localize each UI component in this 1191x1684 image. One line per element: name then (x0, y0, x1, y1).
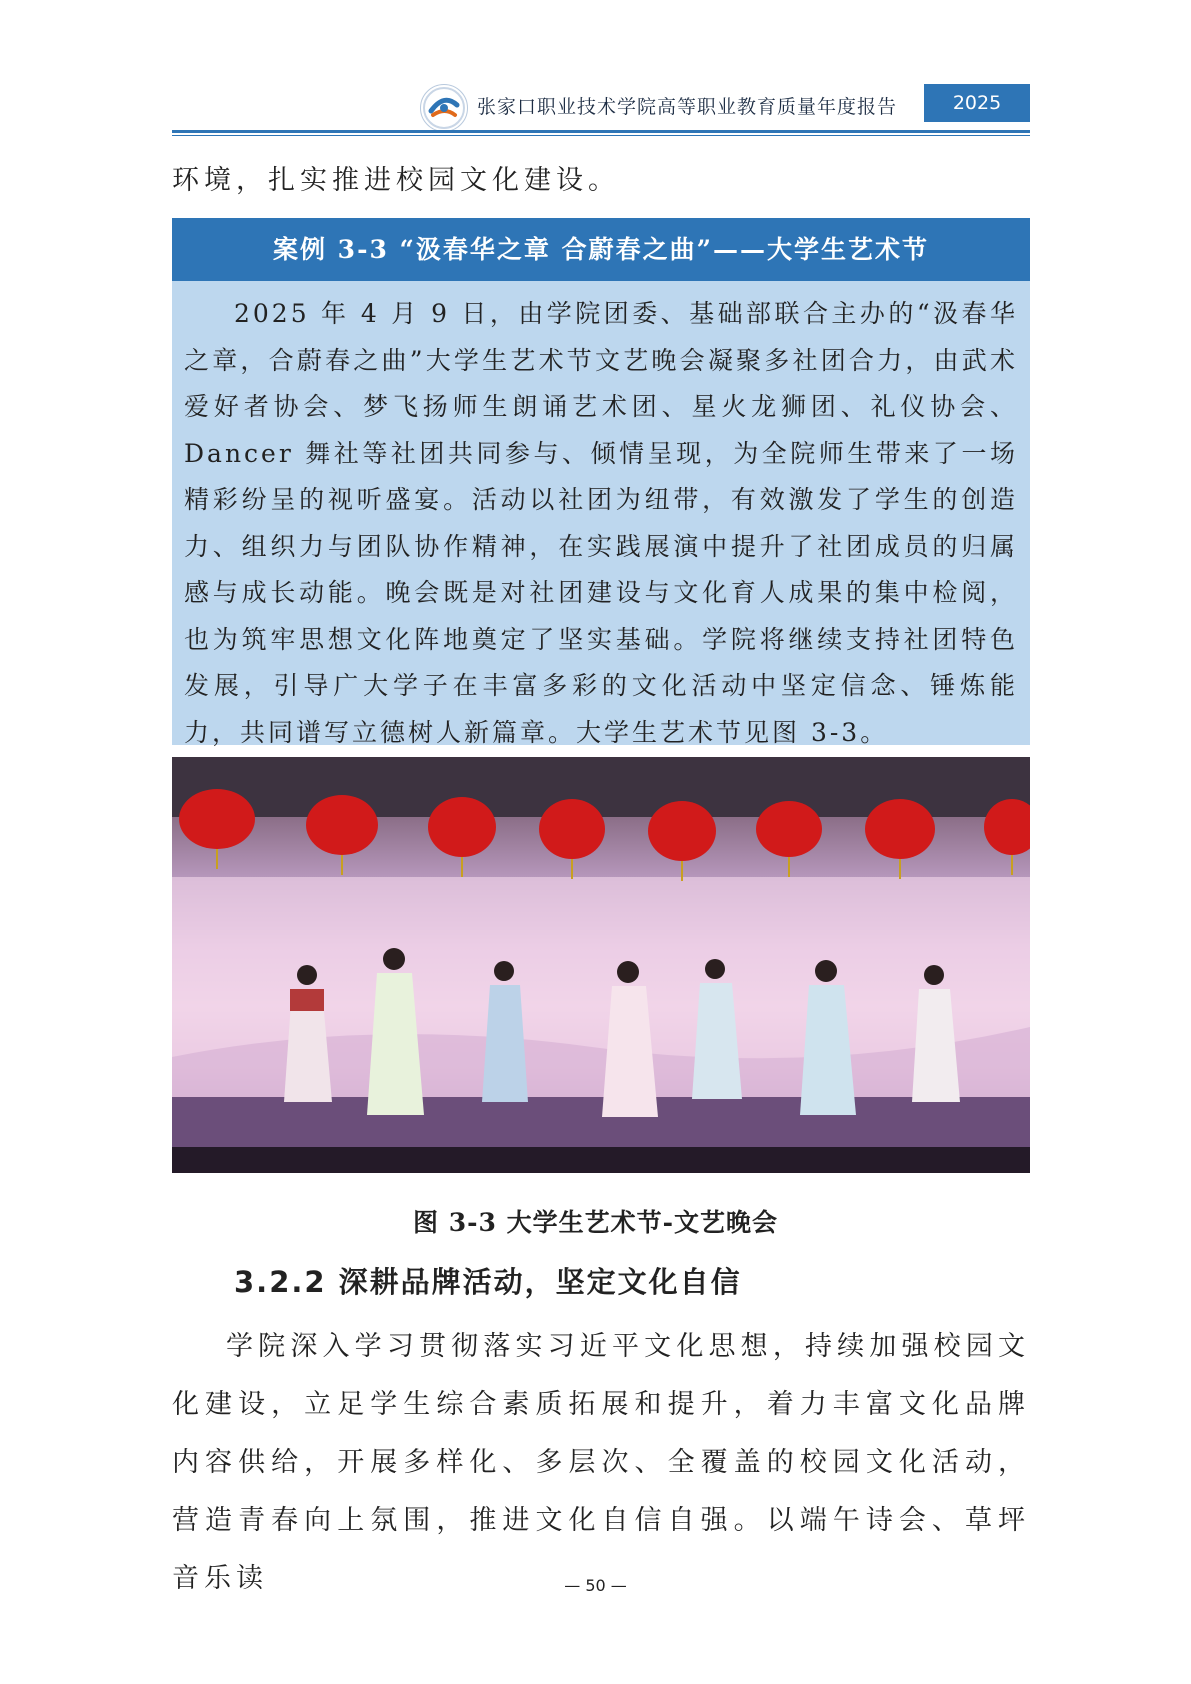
section-heading: 3.2.2 深耕品牌活动，坚定文化自信 (234, 1265, 742, 1299)
year-badge: 2025 (924, 84, 1030, 122)
report-title: 张家口职业技术学院高等职业教育质量年度报告 (477, 96, 898, 118)
figure-caption: 图 3-3 大学生艺术节-文艺晚会 (413, 1208, 778, 1237)
audience-shadow (172, 1147, 1030, 1173)
stage-performance-photo (172, 757, 1030, 1173)
section-paragraph: 学院深入学习贯彻落实习近平文化思想，持续加强校园文化建设，立足学生综合素质拓展和提升，着力丰富文化品牌内容供给，开展多样化、多层次、全覆盖的校园文化活动，营造青春向上氛围，推进文化自信自强。以端午诗会、草坪音乐读 (172, 1331, 1030, 1594)
page-number: — 50 — (564, 1576, 627, 1595)
college-logo-icon (420, 84, 468, 132)
case-title: 案例 3-3 “汲春华之章 合蔚春之曲”——大学生艺术节 (172, 218, 1030, 281)
case-box (172, 218, 1030, 745)
header-divider-thin (172, 135, 1030, 136)
page-header (172, 78, 1030, 136)
header-divider (172, 130, 1030, 133)
case-body: 2025 年 4 月 9 日，由学院团委、基础部联合主办的“汲春华之章，合蔚春之曲”大学生艺术节文艺晚会凝聚多社团合力，由武术爱好者协会、梦飞扬师生朗诵艺术团、星火龙狮团、礼仪协会、Dancer 舞社等社团共同参与、倾情呈现，为全院师生带来了一场精彩纷呈的视听盛宴。活动以社团为纽带，有效激发了学生的创造力、组织力与团队协作精神，在实践展演中提升了社团成员的归属感与成长动能。晚会既是对社团建设与文化育人成果的集中检阅，也为筑牢思想文化阵地奠定了坚实基础。学院将继续支持社团特色发展，引导广大学子在丰富多彩的文化活动中坚定信念、锤炼能力，共同谱写立德树人新篇章。大学生艺术节见图 3-3。 (172, 281, 1030, 745)
intro-line: 环境，扎实推进校园文化建设。 (172, 165, 620, 196)
stage-floor (172, 1097, 1030, 1147)
